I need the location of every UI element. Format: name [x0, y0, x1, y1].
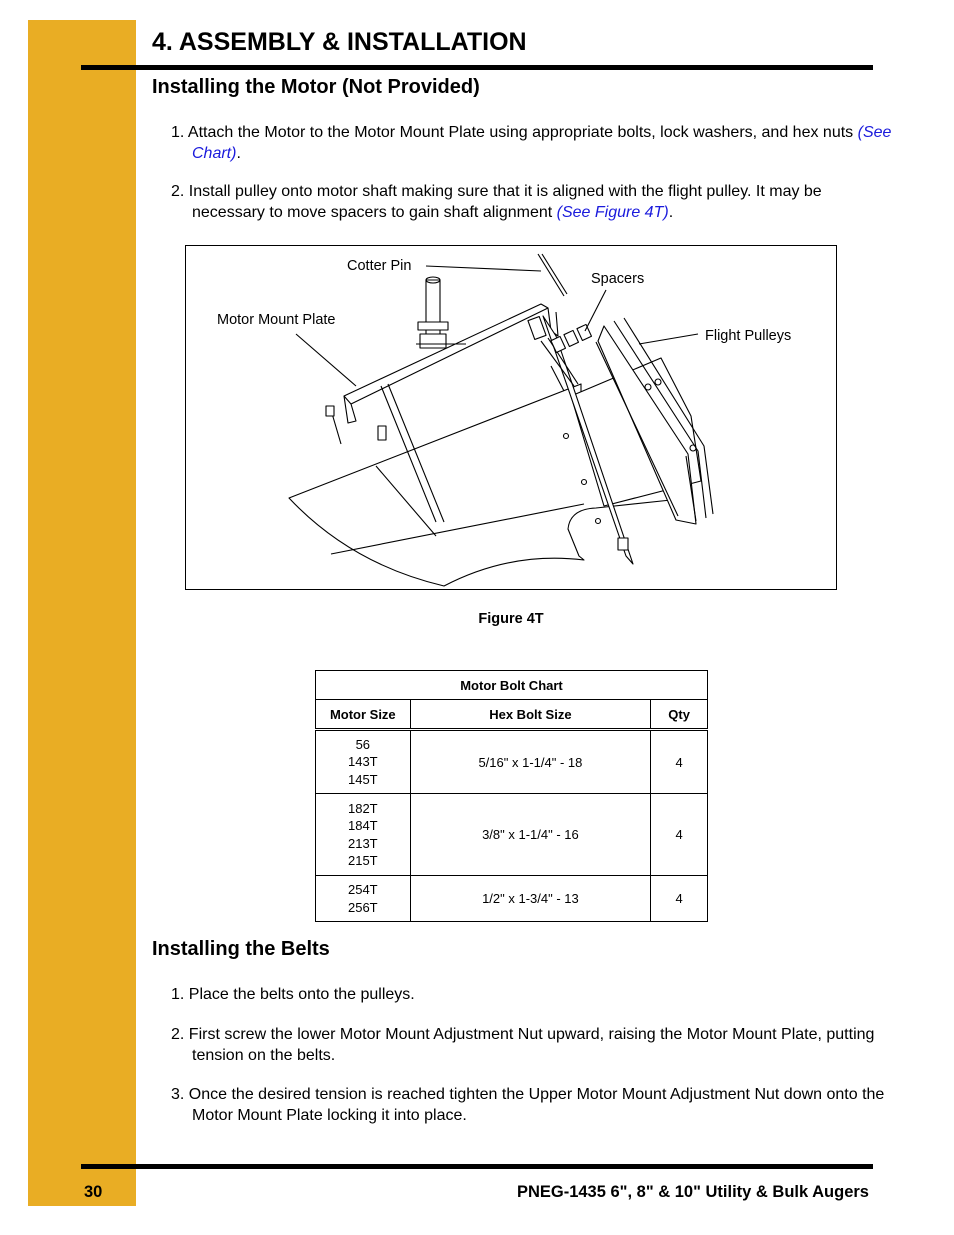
cotter-pin-label: Cotter Pin	[347, 258, 412, 274]
motor-size-value: 215T	[347, 852, 378, 868]
motor-size-value: 213T	[347, 835, 378, 851]
motor-size-value: 184T	[347, 818, 378, 834]
motor-size-cell	[316, 794, 411, 876]
table-row	[316, 876, 708, 922]
spacers-label: Spacers	[591, 271, 645, 287]
motor-step-2: 2. Install pulley onto motor shaft making sure that it is aligned with the flight pulley. It may be necessary to move spacers to gain shaft alignment (See Figure 4T).	[171, 183, 822, 221]
motor-step-1: 1. Attach the Motor to the Motor Mount Plate using appropriate bolts, lock washers, and hex nuts (See Chart).	[171, 124, 892, 162]
belts-step-2: 2. First screw the lower Motor Mount Adjustment Nut upward, raising the Motor Mount Plate, putting tension on the belts.	[171, 1026, 875, 1064]
column-header-motor-size: Motor Size	[316, 700, 411, 730]
table-row	[316, 730, 708, 794]
flight-pulleys-label: Flight Pulleys	[705, 328, 792, 344]
motor-size-cell	[316, 876, 411, 922]
header-rule	[81, 65, 873, 70]
figure-4t	[185, 245, 837, 590]
see-figure-link[interactable]: (See Figure 4T)	[556, 203, 669, 221]
chapter-title: 4. ASSEMBLY & INSTALLATION	[152, 28, 527, 56]
motor-mount-drawing	[186, 246, 838, 591]
chapter-side-tab	[28, 20, 136, 1206]
motor-section-heading: Installing the Motor (Not Provided)	[152, 76, 480, 98]
column-header-qty: Qty	[651, 700, 708, 730]
motor-size-value: 182T	[347, 801, 378, 817]
qty-cell: 4	[651, 730, 708, 794]
column-header-hex-bolt-size: Hex Bolt Size	[410, 700, 651, 730]
belts-section-heading: Installing the Belts	[152, 938, 330, 960]
qty-cell: 4	[651, 794, 708, 876]
hex-bolt-size-cell: 3/8" x 1-1/4" - 16	[410, 794, 651, 876]
motor-size-value: 56	[355, 737, 371, 753]
hex-bolt-size-cell: 1/2" x 1-3/4" - 13	[410, 876, 651, 922]
document-title: PNEG-1435 6", 8" & 10" Utility & Bulk Augers	[516, 1183, 869, 1201]
bolt-chart-title: Motor Bolt Chart	[316, 671, 708, 700]
table-row	[316, 794, 708, 876]
belts-step-3: 3. Once the desired tension is reached tighten the Upper Motor Mount Adjustment Nut down onto the Motor Mount Plate locking it into place.	[171, 1086, 885, 1124]
motor-mount-plate-label: Motor Mount Plate	[217, 312, 336, 328]
page-number: 30	[84, 1183, 103, 1201]
motor-size-value: 143T	[347, 754, 378, 770]
figure-caption: Figure 4T	[478, 611, 544, 627]
see-chart-link[interactable]: (See Chart)	[192, 124, 892, 162]
motor-size-value: 254T	[347, 882, 378, 898]
hex-bolt-size-cell: 5/16" x 1-1/4" - 18	[410, 730, 651, 794]
belts-step-1: 1. Place the belts onto the pulleys.	[171, 986, 415, 1003]
motor-size-value: 256T	[347, 899, 378, 915]
motor-size-cell	[316, 730, 411, 794]
qty-cell: 4	[651, 876, 708, 922]
motor-size-value: 145T	[347, 771, 378, 787]
footer-rule	[81, 1164, 873, 1169]
motor-bolt-chart	[315, 670, 708, 922]
